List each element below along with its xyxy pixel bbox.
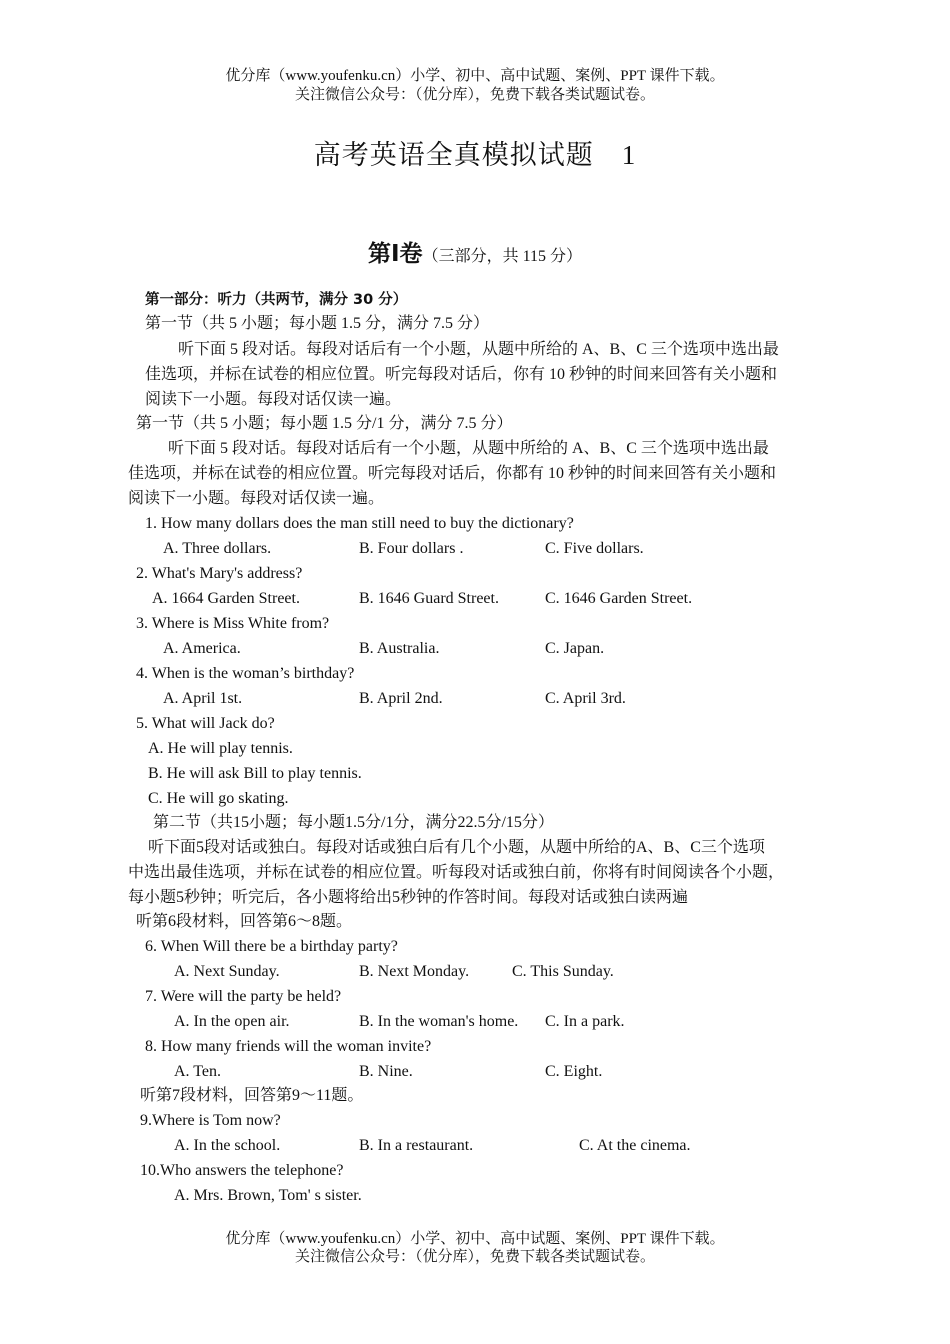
q6-option-c: C. This Sunday. [512,963,614,980]
volume-heading [0,235,950,268]
volume-name: 第Ⅰ卷 [368,241,423,267]
q8-question: 8. How many friends will the woman invite? [145,1038,432,1055]
q8-option-c: C. Eight. [545,1063,603,1080]
q7-option-c: C. In a park. [545,1013,625,1030]
q1-question: 1. How many dollars does the man still need to buy the dictionary? [145,515,574,532]
q4-option-a: A. April 1st. [163,690,243,707]
sec2-line-2: 中选出最佳选项，并标在试卷的相应位置。听每段对话或独白前，你将有时间阅读各个小题， [128,864,785,881]
q4-question: 4. When is the woman’s birthday? [136,665,355,682]
part1-heading: 第一部分：听力（共两节，满分 30 分） [145,292,408,308]
sec1b-line-3: 阅读下一小题。每段对话仅读一遍。 [128,490,385,507]
q4-option-b: B. April 2nd. [359,690,443,707]
sec1b-line-1: 听下面 5 段对话。每段对话后有一个小题，从题中所给的 A、B、C 三个选项中选出最 [168,440,769,457]
q3-option-c: C. Japan. [545,640,605,657]
q3-question: 3. Where is Miss White from? [136,615,330,632]
q8-option-a: A. Ten. [174,1063,222,1080]
q10-option-a: A. Mrs. Brown, Tom' s sister. [174,1187,362,1204]
sec1a-line-3: 阅读下一小题。每段对话仅读一遍。 [145,391,402,408]
volume-note: （三部分，共 115 分） [422,248,582,265]
q10-question: 10.Who answers the telephone? [140,1162,344,1179]
sec1a-line-2: 佳选项，并标在试卷的相应位置。听完每段对话后，你有 10 秒钟的时间来回答有关小题和 [145,366,778,383]
q9-option-c: C. At the cinema. [579,1137,691,1154]
q5-option-a: A. He will play tennis. [148,740,293,757]
sec1b-title: 第一节（共 5 小题；每小题 1.5 分/1 分，满分 7.5 分） [136,415,513,432]
q5-option-b: B. He will ask Bill to play tennis. [148,765,362,782]
page-title: 高考英语全真模拟试题 1 [313,140,637,170]
header-line-2: 关注微信公众号：（优分库），免费下载各类试题试卷。 [294,87,655,103]
q3-option-b: B. Australia. [359,640,440,657]
q5-option-c: C. He will go skating. [148,790,289,807]
footer-line-1: 优分库（www.youfenku.cn）小学、初中、高中试题、案例、PPT 课件下载。 [225,1231,725,1247]
q7-option-b: B. In the woman's home. [359,1013,519,1030]
q6-option-a: A. Next Sunday. [174,963,280,980]
q9-question: 9.Where is Tom now? [140,1112,281,1129]
q8-option-b: B. Nine. [359,1063,413,1080]
q2-option-a: A. 1664 Garden Street. [152,590,300,607]
sec1a-line-1: 听下面 5 段对话。每段对话后有一个小题，从题中所给的 A、B、C 三个选项中选出最 [178,341,779,358]
q4-option-c: C. April 3rd. [545,690,626,707]
q5-question: 5. What will Jack do? [136,715,275,732]
sec1a-title: 第一节（共 5 小题；每小题 1.5 分，满分 7.5 分） [145,315,490,332]
sec2-title: 第二节（共15小题；每小题1.5分/1分，满分22.5分/15分） [153,814,554,831]
sec2-line-3: 每小题5秒钟；听完后，各小题将给出5秒钟的作答时间。每段对话或独白读两遍 [128,889,689,906]
material-7-intro: 听第7段材料，回答第9～11题。 [140,1087,364,1104]
q1-option-c: C. Five dollars. [545,540,644,557]
q6-question: 6. When Will there be a birthday party? [145,938,398,955]
footer-line-2: 关注微信公众号：（优分库），免费下载各类试题试卷。 [294,1249,655,1265]
q2-option-c: C. 1646 Garden Street. [545,590,693,607]
q2-option-b: B. 1646 Guard Street. [359,590,499,607]
sec1b-line-2: 佳选项，并标在试卷的相应位置。听完每段对话后，你都有 10 秒钟的时间来回答有关小题和 [128,465,777,482]
q3-option-a: A. America. [163,640,241,657]
sec2-line-1: 听下面5段对话或独白。每段对话或独白后有几个小题，从题中所给的A、B、C三个选项 [148,839,765,856]
q2-question: 2. What's Mary's address? [136,565,303,582]
q9-option-b: B. In a restaurant. [359,1137,474,1154]
header-line-1: 优分库（www.youfenku.cn）小学、初中、高中试题、案例、PPT 课件下载。 [225,68,725,84]
q1-option-b: B. Four dollars . [359,540,464,557]
q6-option-b: B. Next Monday. [359,963,470,980]
material-6-intro: 听第6段材料，回答第6～8题。 [136,913,353,930]
q9-option-a: A. In the school. [174,1137,281,1154]
q7-option-a: A. In the open air. [174,1013,290,1030]
q7-question: 7. Were will the party be held? [145,988,342,1005]
q1-option-a: A. Three dollars. [163,540,272,557]
